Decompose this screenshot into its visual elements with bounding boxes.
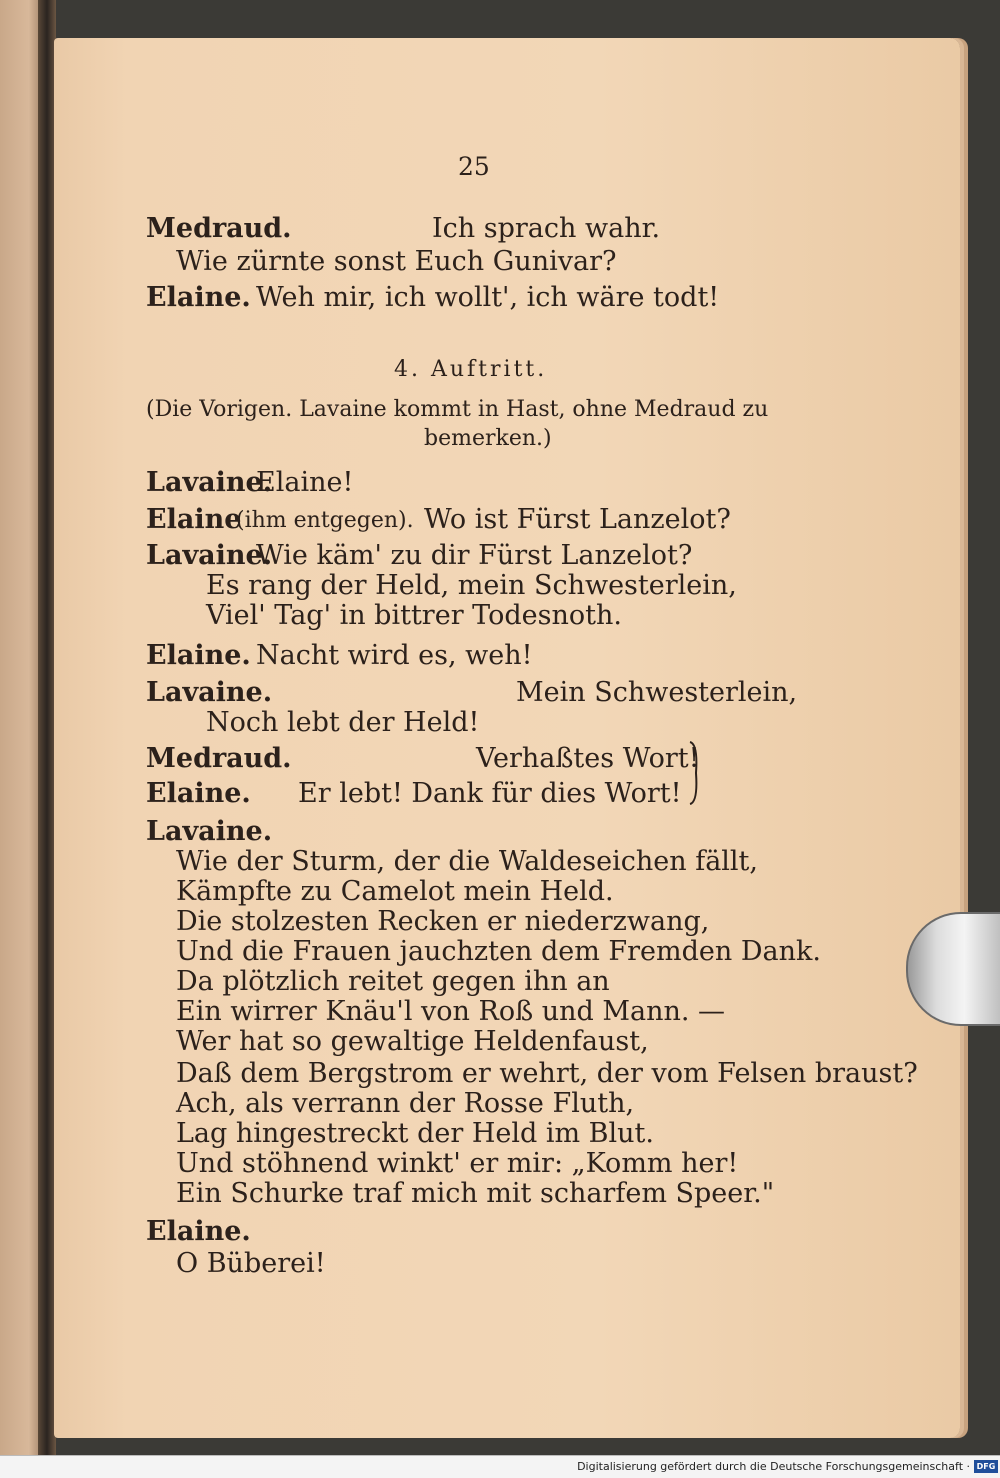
dialogue-line: Noch lebt der Held! [206, 707, 480, 738]
stage-direction: bemerken.) [424, 426, 552, 451]
footer-bar [0, 1455, 1000, 1478]
stage-direction: (ihm entgegen). [236, 508, 414, 533]
verse-line: Wie der Sturm, der die Waldeseichen fällt, [176, 846, 758, 877]
verse-line: Lag hingestreckt der Held im Blut. [176, 1118, 654, 1149]
dialogue-line: Elaine! [256, 467, 354, 498]
speaker-elaine: Elaine [146, 504, 242, 535]
speaker-lavaine: Lavaine. [146, 816, 273, 847]
verse-line: Die stolzesten Recken er niederzwang, [176, 906, 710, 937]
dialogue-line: Er lebt! Dank für dies Wort! [298, 778, 682, 809]
simultaneous-brace [686, 738, 704, 808]
speaker-medraud: Medraud. [146, 743, 292, 774]
page-number: 25 [458, 152, 490, 181]
verse-line: Daß dem Bergstrom er wehrt, der vom Felsen braust? [176, 1058, 918, 1089]
dialogue-line: Weh mir, ich wollt', ich wäre todt! [256, 282, 720, 313]
verse-line: Wer hat so gewaltige Heldenfaust, [176, 1026, 649, 1057]
verse-line: Ein wirrer Knäu'l von Roß und Mann. — [176, 996, 726, 1027]
scene-heading: 4. Auftritt. [394, 357, 548, 382]
verse-line: Kämpfte zu Camelot mein Held. [176, 876, 614, 907]
verse-line: Und die Frauen jauchzten dem Fremden Dank. [176, 936, 821, 967]
dialogue-line: Es rang der Held, mein Schwesterlein, [206, 570, 737, 601]
verse-line: Und stöhnend winkt' er mir: „Komm her! [176, 1148, 739, 1179]
dialogue-line: Viel' Tag' in bittrer Todesnoth. [206, 600, 622, 631]
speaker-elaine: Elaine. [146, 282, 251, 313]
dfg-logo: DFG [974, 1460, 998, 1473]
speaker-elaine: Elaine. [146, 1216, 251, 1247]
verse-line: Ach, als verrann der Rosse Fluth, [176, 1088, 635, 1119]
speaker-lavaine: Lavaine. [146, 677, 273, 708]
verse-line: Da plötzlich reitet gegen ihn an [176, 966, 610, 997]
dialogue-line: Mein Schwesterlein, [516, 677, 798, 708]
verse-line: Ein Schurke traf mich mit scharfem Speer." [176, 1178, 775, 1209]
dialogue-line: Wo ist Fürst Lanzelot? [424, 504, 731, 535]
dialogue-line: Wie zürnte sonst Euch Gunivar? [176, 246, 617, 277]
dialogue-line: Verhaßtes Wort! [476, 743, 700, 774]
dialogue-line: Nacht wird es, weh! [256, 640, 533, 671]
dialogue-line: Wie käm' zu dir Fürst Lanzelot? [256, 540, 693, 571]
speaker-medraud: Medraud. [146, 213, 292, 244]
speaker-lavaine: Lavaine. [146, 467, 273, 498]
speaker-elaine: Elaine. [146, 640, 251, 671]
dialogue-line: Ich sprach wahr. [432, 213, 661, 244]
speaker-lavaine: Lavaine. [146, 540, 273, 571]
stage-direction: (Die Vorigen. Lavaine kommt in Hast, ohne Medraud zu [146, 397, 769, 422]
speaker-elaine: Elaine. [146, 778, 251, 809]
dialogue-line: O Büberei! [176, 1248, 326, 1279]
footer-credit: Digitalisierung gefördert durch die Deutsche Forschungsgemeinschaft · [577, 1460, 970, 1473]
